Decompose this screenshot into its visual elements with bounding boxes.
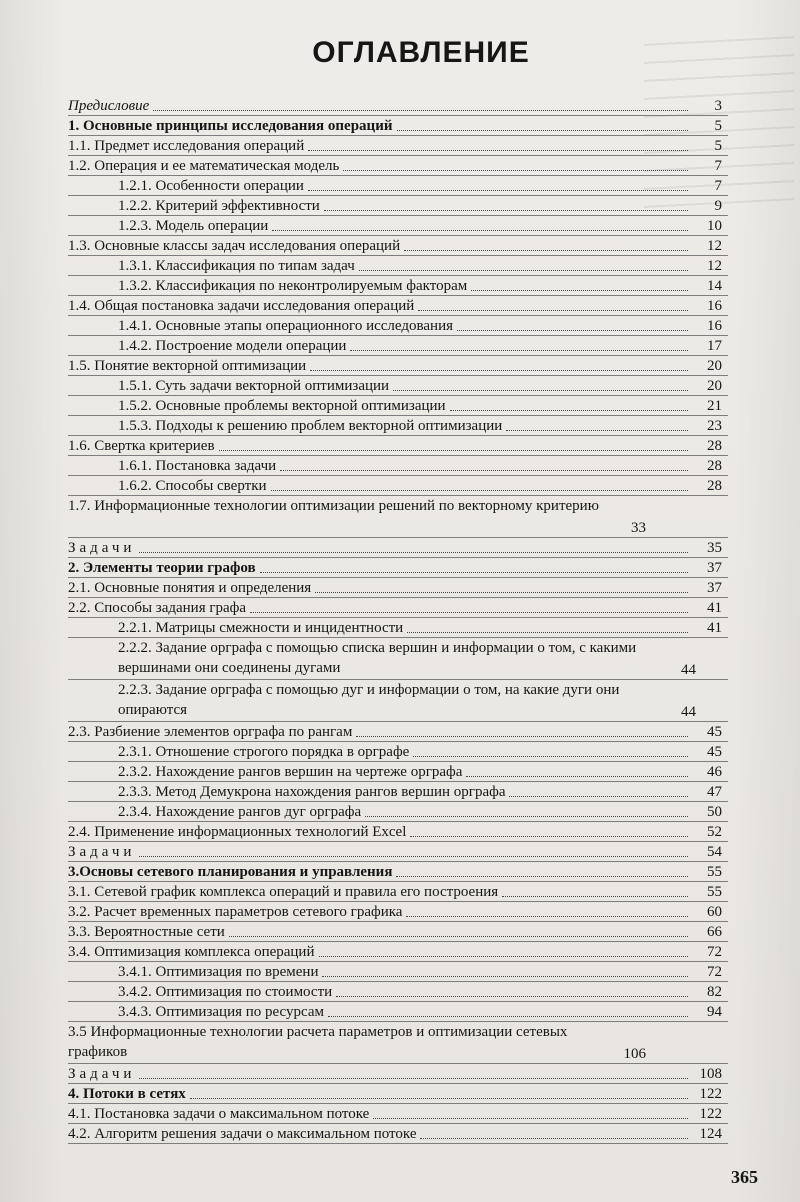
toc-page-number: 46 (707, 764, 722, 780)
row-separator (68, 135, 728, 136)
row-separator (68, 195, 728, 196)
row-separator (68, 921, 728, 922)
toc-entry (68, 496, 728, 538)
dot-leader (343, 170, 688, 171)
dot-leader (139, 552, 688, 553)
toc-page-number: 55 (707, 884, 722, 900)
row-separator (68, 275, 728, 276)
dot-leader (219, 450, 688, 451)
toc-entry-text: 3.4.1. Оптимизация по времени (118, 964, 319, 980)
row-separator (68, 415, 728, 416)
toc-entry (68, 256, 728, 276)
toc-page-number: 50 (707, 804, 722, 820)
toc-entry (68, 1064, 728, 1084)
toc-entry (68, 416, 728, 436)
toc-entry-text: 1.3. Основные классы задач исследования операций (68, 238, 401, 254)
toc-page-number: 94 (707, 1004, 722, 1020)
toc-entry-text: 2.3.3. Метод Демукрона нахождения рангов вершин орграфа (118, 784, 506, 800)
dot-leader (413, 756, 688, 757)
toc-page-number: 37 (707, 580, 722, 596)
dot-leader (406, 916, 688, 917)
dot-leader (310, 370, 688, 371)
toc-entry (68, 196, 728, 216)
toc-page-number: 16 (707, 298, 722, 314)
toc-entry-text: 2. Элементы теории графов (68, 560, 256, 576)
toc-page-number: 82 (707, 984, 722, 1000)
toc-entry-text: 1.5.2. Основные проблемы векторной оптимизации (118, 398, 446, 414)
row-separator (68, 981, 728, 982)
toc-page-number: 12 (707, 238, 722, 254)
toc-entry (68, 680, 728, 722)
toc-page-number: 23 (707, 418, 722, 434)
toc-entry (68, 356, 728, 376)
dot-leader (365, 816, 688, 817)
toc-page-number: 66 (707, 924, 722, 940)
toc-entry (68, 176, 728, 196)
toc-entry-text: Предисловие (68, 98, 150, 114)
toc-entry (68, 136, 728, 156)
row-separator (68, 901, 728, 902)
toc-entry-text: 1.4. Общая постановка задачи исследования операций (68, 298, 415, 314)
toc-entry-text: 4. Потоки в сетях (68, 1086, 186, 1102)
dot-leader (229, 936, 688, 937)
row-separator (68, 115, 728, 116)
row-separator (68, 1103, 728, 1104)
dot-leader (418, 310, 688, 311)
toc-entry-text: 1.5.1. Суть задачи векторной оптимизации (118, 378, 390, 394)
dot-leader (471, 290, 688, 291)
toc-entry (68, 376, 728, 396)
dot-leader (153, 110, 688, 111)
row-separator (68, 175, 728, 176)
row-separator (68, 335, 728, 336)
toc-entry (68, 538, 728, 558)
row-separator (68, 557, 728, 558)
toc-page-number: 37 (707, 560, 722, 576)
dot-leader (319, 956, 689, 957)
toc-entry (68, 96, 728, 116)
toc-page-number: 12 (707, 258, 722, 274)
toc-entry-text: 1.2. Операция и ее математическая модель (68, 158, 340, 174)
row-separator (68, 1143, 728, 1144)
row-separator (68, 637, 728, 638)
toc-page-number: 108 (699, 1066, 722, 1082)
row-separator (68, 577, 728, 578)
toc-page-number: 52 (707, 824, 722, 840)
toc-page-number: 3 (714, 98, 722, 114)
toc-entry-text: 1.5. Понятие векторной оптимизации (68, 358, 307, 374)
dot-leader (359, 270, 688, 271)
row-separator (68, 395, 728, 396)
toc-entry-text: 3.1. Сетевой график комплекса операций и правила его построения (68, 884, 499, 900)
toc-entry (68, 722, 728, 742)
toc-entry (68, 156, 728, 176)
row-separator (68, 1123, 728, 1124)
row-separator (68, 597, 728, 598)
toc-entry-text: 2.3.2. Нахождение рангов вершин на чертеже орграфа (118, 764, 463, 780)
toc-entries (68, 96, 728, 1144)
toc-entry-text: 3.Основы сетевого планирования и управления (68, 864, 393, 880)
toc-entry-text: 2.4. Применение информационных технологий Excel (68, 824, 407, 840)
toc-entry-text: 3.2. Расчет временных параметров сетевого графика (68, 904, 403, 920)
toc-entry (68, 822, 728, 842)
toc-page-number: 45 (707, 744, 722, 760)
dot-leader (308, 150, 688, 151)
dot-leader (328, 1016, 688, 1017)
toc-page-number: 5 (714, 118, 722, 134)
toc-entry (68, 558, 728, 578)
toc-entry-text: 2.3.4. Нахождение рангов дуг орграфа (118, 804, 362, 820)
toc-entry (68, 436, 728, 456)
toc-page-number: 122 (699, 1086, 722, 1102)
toc-entry (68, 902, 728, 922)
toc-entry (68, 1022, 728, 1064)
toc-entry-text: 3.4.3. Оптимизация по ресурсам (118, 1004, 325, 1020)
dot-leader (139, 856, 688, 857)
toc-entry-text: 1.2.2. Критерий эффективности (118, 198, 320, 214)
row-separator (68, 255, 728, 256)
row-separator (68, 1001, 728, 1002)
toc-entry (68, 396, 728, 416)
row-separator (68, 781, 728, 782)
dot-leader (308, 190, 688, 191)
toc-entry (68, 316, 728, 336)
toc-entry (68, 1002, 728, 1022)
toc-entry-text: 4.2. Алгоритм решения задачи о максимальном потоке (68, 1126, 417, 1142)
dot-leader (356, 736, 688, 737)
toc-entry-text: Задачи (68, 844, 136, 860)
dot-leader (404, 250, 688, 251)
dot-leader (322, 976, 688, 977)
toc-entry-text: 1.7. Информационные технологии оптимизации решений по векторному критерию (68, 498, 599, 514)
dot-leader (190, 1098, 688, 1099)
toc-page-number: 41 (707, 600, 722, 616)
toc-entry-text: 1.6.1. Постановка задачи (118, 458, 277, 474)
toc-entry-text: 3.5 Информационные технологии расчета параметров и оптимизации сетевых графиков (68, 1024, 568, 1060)
toc-entry (68, 962, 728, 982)
toc-entry (68, 762, 728, 782)
row-separator (68, 617, 728, 618)
toc-entry (68, 476, 728, 496)
toc-page-number: 28 (707, 458, 722, 474)
toc-page-number: 16 (707, 318, 722, 334)
toc-page-number: 60 (707, 904, 722, 920)
toc-entry-text: 1.2.3. Модель операции (118, 218, 269, 234)
toc-entry (68, 116, 728, 136)
toc-page-number: 20 (707, 358, 722, 374)
row-separator (68, 1083, 728, 1084)
dot-leader (139, 1078, 688, 1079)
toc-entry (68, 236, 728, 256)
toc-entry (68, 862, 728, 882)
toc-page-number: 106 (623, 1046, 646, 1062)
dot-leader (407, 632, 688, 633)
toc-entry (68, 922, 728, 942)
toc-entry-text: 1.6.2. Способы свертки (118, 478, 267, 494)
toc-entry (68, 802, 728, 822)
row-separator (68, 881, 728, 882)
toc-entry (68, 942, 728, 962)
row-separator (68, 495, 728, 496)
toc-entry (68, 456, 728, 476)
toc-page-number: 20 (707, 378, 722, 394)
dot-leader (280, 470, 688, 471)
toc-entry (68, 1084, 728, 1104)
toc-entry-text: Задачи (68, 540, 136, 556)
dot-leader (502, 896, 688, 897)
row-separator (68, 537, 728, 538)
dot-leader (450, 410, 688, 411)
toc-page-number: 21 (707, 398, 722, 414)
toc-page-number: 14 (707, 278, 722, 294)
toc-page-number: 7 (714, 178, 722, 194)
toc-page-number: 72 (707, 964, 722, 980)
toc-entry-text: 4.1. Постановка задачи о максимальном потоке (68, 1106, 370, 1122)
toc-page-number: 55 (707, 864, 722, 880)
toc-entry-text: 1.1. Предмет исследования операций (68, 138, 305, 154)
row-separator (68, 235, 728, 236)
toc-page-number: 122 (699, 1106, 722, 1122)
toc-entry (68, 782, 728, 802)
dot-leader (373, 1118, 688, 1119)
row-separator (68, 841, 728, 842)
dot-leader (315, 592, 688, 593)
dot-leader (272, 230, 688, 231)
row-separator (68, 761, 728, 762)
toc-entry (68, 1124, 728, 1144)
row-separator (68, 801, 728, 802)
toc-page-number: 124 (699, 1126, 722, 1142)
row-separator (68, 295, 728, 296)
toc-entry-text: 1.2.1. Особенности операции (118, 178, 304, 194)
toc-page-number: 28 (707, 438, 722, 454)
page-number: 365 (731, 1167, 758, 1187)
toc-entry (68, 742, 728, 762)
toc-entry (68, 336, 728, 356)
dot-leader (271, 490, 688, 491)
dot-leader (350, 350, 688, 351)
toc-entry-text: 3.3. Вероятностные сети (68, 924, 225, 940)
toc-page-number: 9 (714, 198, 722, 214)
row-separator (68, 215, 728, 216)
toc-entry (68, 618, 728, 638)
dot-leader (250, 612, 688, 613)
toc-entry-text: Задачи (68, 1066, 136, 1082)
row-separator (68, 679, 728, 680)
row-separator (68, 155, 728, 156)
toc-entry (68, 638, 728, 680)
toc-entry-text: 2.2. Способы задания графа (68, 600, 247, 616)
toc-entry (68, 216, 728, 236)
toc-entry-text: 2.2.3. Задание орграфа с помощью дуг и информации о том, на какие дуги они опираются (118, 682, 620, 718)
toc-page-number: 45 (707, 724, 722, 740)
row-separator (68, 375, 728, 376)
dot-leader (324, 210, 688, 211)
toc-page-number: 72 (707, 944, 722, 960)
toc-page-number: 41 (707, 620, 722, 636)
toc-entry-text: 3.4.2. Оптимизация по стоимости (118, 984, 333, 1000)
toc-page-number: 35 (707, 540, 722, 556)
toc-entry-text: 3.4. Оптимизация комплекса операций (68, 944, 315, 960)
toc-page-number: 28 (707, 478, 722, 494)
row-separator (68, 741, 728, 742)
row-separator (68, 475, 728, 476)
toc-page-number: 54 (707, 844, 722, 860)
toc-entry (68, 296, 728, 316)
dot-leader (393, 390, 688, 391)
toc-entry (68, 276, 728, 296)
toc-entry-text: 2.2.1. Матрицы смежности и инцидентности (118, 620, 404, 636)
toc-entry-text: 1.3.2. Классификация по неконтролируемым факторам (118, 278, 468, 294)
toc-entry (68, 598, 728, 618)
row-separator (68, 435, 728, 436)
toc-entry-text: 2.3. Разбиение элементов орграфа по рангам (68, 724, 353, 740)
toc-entry-text: 1.5.3. Подходы к решению проблем векторной оптимизации (118, 418, 503, 434)
toc-page-number: 10 (707, 218, 722, 234)
toc-entry-text: 2.1. Основные понятия и определения (68, 580, 312, 596)
dot-leader (410, 836, 688, 837)
toc-entry (68, 842, 728, 862)
row-separator (68, 861, 728, 862)
dot-leader (260, 572, 688, 573)
toc-page-number: 7 (714, 158, 722, 174)
page-title: ОГЛАВЛЕНИЕ (312, 36, 530, 69)
row-separator (68, 941, 728, 942)
toc-entry (68, 982, 728, 1002)
dot-leader (457, 330, 688, 331)
toc-page-number: 33 (631, 520, 646, 536)
toc-entry-text: 1.4.1. Основные этапы операционного исследования (118, 318, 454, 334)
row-separator (68, 961, 728, 962)
dot-leader (506, 430, 688, 431)
row-separator (68, 721, 728, 722)
toc-entry (68, 578, 728, 598)
toc-entry-text: 1.3.1. Классификация по типам задач (118, 258, 355, 274)
dot-leader (466, 776, 688, 777)
toc-page-number: 5 (714, 138, 722, 154)
row-separator (68, 821, 728, 822)
dot-leader (396, 876, 688, 877)
toc-entry-text: 1.6. Свертка критериев (68, 438, 215, 454)
toc-entry-text: 1. Основные принципы исследования операций (68, 118, 393, 134)
row-separator (68, 1021, 728, 1022)
row-separator (68, 455, 728, 456)
table-of-contents (68, 36, 728, 1142)
dot-leader (397, 130, 689, 131)
row-separator (68, 355, 728, 356)
row-separator (68, 1063, 728, 1064)
toc-page-number: 17 (707, 338, 722, 354)
dot-leader (336, 996, 688, 997)
toc-page-number: 44 (681, 662, 696, 678)
toc-page-number: 44 (681, 704, 696, 720)
toc-entry (68, 882, 728, 902)
toc-page-number: 47 (707, 784, 722, 800)
dot-leader (509, 796, 688, 797)
toc-entry (68, 1104, 728, 1124)
toc-entry-text: 2.2.2. Задание орграфа с помощью списка вершин и информации о том, с какими вершинами они соединены дугами (118, 640, 637, 676)
dot-leader (420, 1138, 688, 1139)
toc-entry-text: 1.4.2. Построение модели операции (118, 338, 347, 354)
toc-entry-text: 2.3.1. Отношение строгого порядка в орграфе (118, 744, 410, 760)
row-separator (68, 315, 728, 316)
